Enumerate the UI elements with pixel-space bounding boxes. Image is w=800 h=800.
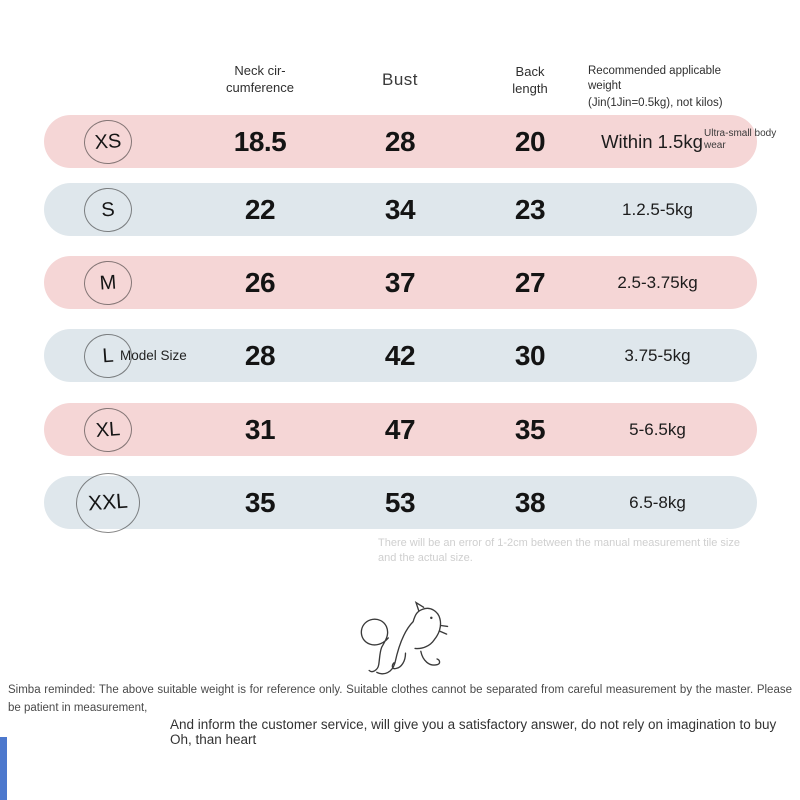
column-header-back-line1: Back xyxy=(515,64,545,79)
size-badge-xs: XS xyxy=(83,118,134,165)
cell-bust: 42 xyxy=(384,340,416,371)
cell-bust: 34 xyxy=(384,194,416,225)
table-row-s xyxy=(44,183,757,236)
cell-weight-note: Ultra-small body wear xyxy=(704,128,777,151)
cell-bust: 37 xyxy=(384,267,416,298)
cell-back-length: 35 xyxy=(514,414,546,445)
cell-neck: 26 xyxy=(244,267,276,298)
cell-neck: 35 xyxy=(244,487,276,518)
cell-back-length: 20 xyxy=(514,126,546,157)
cell-neck: 22 xyxy=(244,194,276,225)
cell-back-length: 23 xyxy=(514,194,546,225)
blue-edge-bar xyxy=(0,737,7,800)
cell-neck: 31 xyxy=(244,414,276,445)
column-header-neck xyxy=(190,63,330,97)
cat-sketch-icon xyxy=(348,592,463,680)
cell-bust: 28 xyxy=(384,126,416,157)
size-badge-xxl: XXL xyxy=(74,471,142,535)
cell-bust: 47 xyxy=(384,414,416,445)
cell-bust: 53 xyxy=(384,487,416,518)
column-header-neck-line2: cumference xyxy=(226,79,294,95)
cell-weight: 5-6.5kg xyxy=(629,420,686,439)
cell-neck: 28 xyxy=(244,340,276,371)
cell-weight: 2.5-3.75kg xyxy=(617,273,698,292)
column-header-bust: Bust xyxy=(381,70,419,89)
cell-back-length: 38 xyxy=(514,487,546,518)
column-header-weight-unit-note: (Jin(1Jin=0.5kg), not kilos) xyxy=(588,97,723,109)
measurement-error-line2: and the actual size. xyxy=(378,551,473,564)
cell-back-length: 30 xyxy=(514,340,546,371)
column-header-neck-line1: Neck cir- xyxy=(234,63,286,78)
size-badge-xl: XL xyxy=(83,406,134,453)
column-header-back-line2: length xyxy=(512,80,548,96)
cell-weight: 3.75-5kg xyxy=(624,346,691,365)
seller-reminder-text: Simba reminded: The above suitable weight is for reference only. Suitable clothes cannot be separated from careful measurement by the master. Please be patient in measurement, xyxy=(8,684,792,715)
table-row-m xyxy=(44,256,757,309)
size-badge-m: M xyxy=(83,259,134,306)
customer-service-reminder-text: And inform the customer service, will give you a satisfactory answer, do not rely on imagination to buy Oh, than heart xyxy=(170,717,777,747)
table-row-xs xyxy=(44,115,777,168)
table-row-xxl xyxy=(44,476,757,529)
cell-back-length: 27 xyxy=(514,267,546,298)
cell-weight: 6.5-8kg xyxy=(629,493,686,512)
cell-neck: 18.5 xyxy=(233,126,287,157)
table-row-xl xyxy=(44,403,757,456)
size-badge-s: S xyxy=(83,186,134,233)
measurement-error-line1: There will be an error of 1-2cm between the manual measurement tile size xyxy=(378,537,740,549)
measurement-error-note xyxy=(378,536,800,566)
column-header-back-length xyxy=(465,64,595,98)
column-header-weight: Recommended applicable weight xyxy=(588,65,721,92)
size-badge-l: L xyxy=(83,332,134,379)
cell-weight: 1.2.5-5kg xyxy=(622,200,693,219)
table-row-l xyxy=(44,329,757,382)
model-size-label: Model Size xyxy=(120,348,187,363)
cell-weight: Within 1.5kg xyxy=(601,131,703,152)
